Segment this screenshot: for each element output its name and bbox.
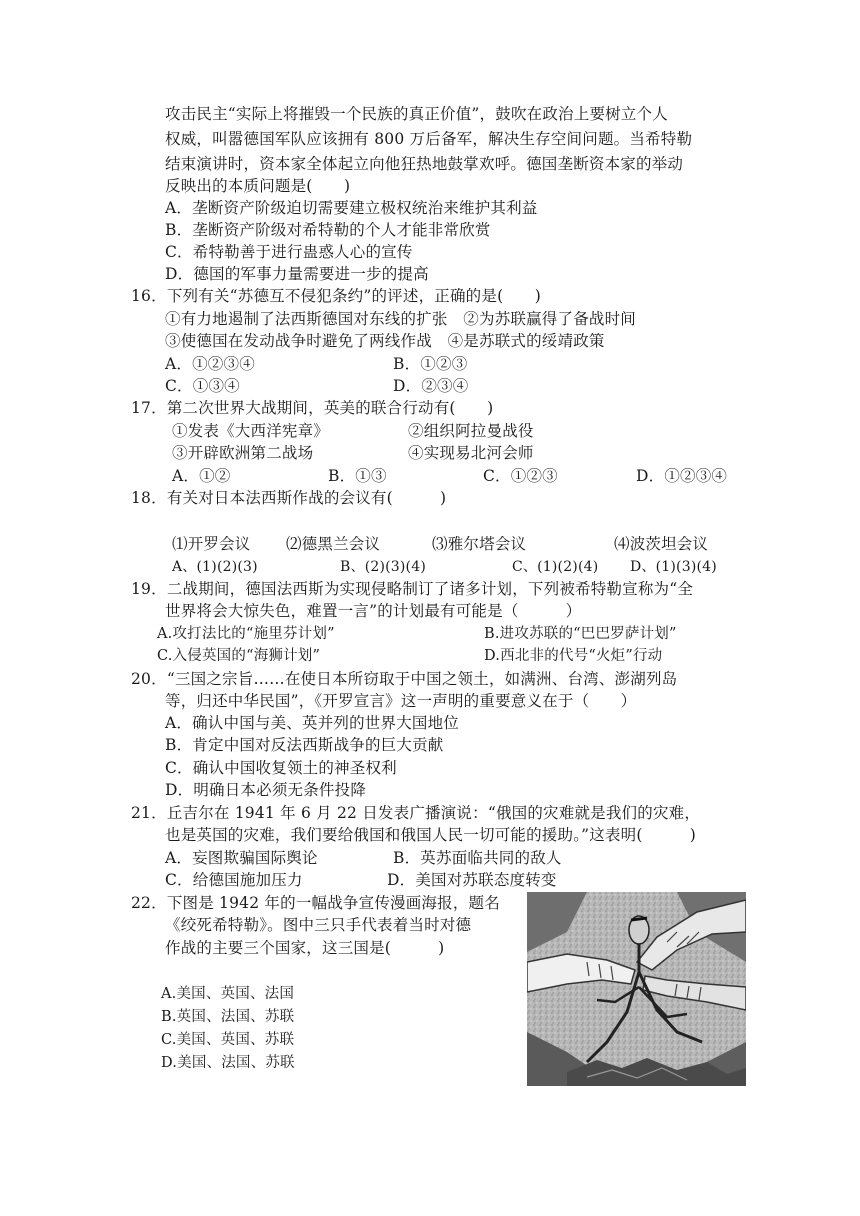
q22-option-b: B.英国、法国、苏联 [161,1009,295,1025]
q15-stem-line: 结束演讲时，资本家全体起立向他狂热地鼓掌欢呼。德国垄断资本家的举动 [165,155,684,173]
q20-option-b: B．肯定中国对反法西斯战争的巨大贡献 [165,736,444,754]
q22-option-c: C.美国、英国、苏联 [161,1032,295,1048]
q19-stem-line: 世界将会大惊失色，难置一言”的计划最有可能是（ ） [165,602,582,620]
q18-item-4: ⑷波茨坦会议 [614,535,709,553]
q18-option-c: C、(1)(2)(4) [512,559,599,575]
q16-items-line: ③使德国在发动战争时避免了两线作战 ④是苏联式的绥靖政策 [165,332,605,350]
q19-option-d: D.西北非的代号“火炬”行动 [484,648,663,664]
q19-stem-line: 19．二战期间，德国法西斯为实现侵略制订了诸多计划，下列被希特勒宣称为“全 [131,580,694,598]
q16-items-line: ①有力地遏制了法西斯德国对东线的扩张 ②为苏联赢得了备战时间 [165,310,637,328]
q20-stem-line: 20．“三国之宗旨……在使日本所窃取于中国之领土，如满洲、台湾、澎湖列岛 [131,670,678,688]
q16-stem: 16．下列有关“苏德互不侵犯条约”的评述，正确的是( ) [131,287,541,305]
q21-stem-line: 21．丘吉尔在 1941 年 6 月 22 日发表广播演说：“俄国的灾难就是我们的灾难， [131,804,701,822]
propaganda-poster-image [527,892,746,1086]
q16-option-a: A．①②③④ [165,355,255,373]
q17-stem: 17．第二次世界大战期间，英美的联合行动有( ) [131,399,494,417]
q19-option-c: C.入侵英国的“海狮计划” [157,648,321,664]
q21-option-c: C．给德国施加压力 [165,871,303,889]
q17-option-d: D．①②③④ [636,467,728,485]
q18-item-2: ⑵德黑兰会议 [286,535,381,553]
q18-stem: 18．有关对日本法西斯作战的会议有( ) [131,489,447,507]
q17-option-b: B．①③ [328,467,387,485]
q21-option-a: A．妄图欺骗国际舆论 [165,849,318,867]
q22-option-d: D.美国、法国、苏联 [161,1055,295,1071]
q15-option-a: A．垄断资产阶级迫切需要建立极权统治来维护其利益 [165,199,538,217]
q22-option-a: A.美国、英国、法国 [161,986,295,1002]
q20-option-d: D．明确日本必须无条件投降 [165,781,367,799]
q15-stem-line: 反映出的本质问题是( ) [165,177,351,195]
q15-option-d: D．德国的军事力量需要进一步的提高 [165,265,429,283]
q16-option-c: C．①③④ [165,377,240,395]
q17-option-a: A．①② [172,467,231,485]
q22-stem-line: 22．下图是 1942 年的一幅战争宣传漫画海报，题名 [131,894,500,912]
q20-option-c: C．确认中国收复领土的神圣权利 [165,759,397,777]
q21-stem-line: 也是英国的灾难，我们要给俄国和俄国人民一切可能的援助。”这表明( ) [165,826,696,844]
q20-option-a: A．确认中国与美、英并列的世界大国地位 [165,714,459,732]
q18-item-1: ⑴开罗会议 [172,535,251,553]
q17-option-c: C．①②③ [483,467,558,485]
q17-item-4: ④实现易北河会师 [408,444,534,462]
q17-item-3: ③开辟欧洲第二战场 [172,444,314,462]
q21-option-b: B．英苏面临共同的敌人 [393,849,562,867]
poster-hands-icon [527,892,746,1086]
q15-stem-line: 权威，叫嚣德国军队应该拥有 800 万后备军，解决生存空间问题。当希特勒 [165,130,693,148]
q18-item-3: ⑶雅尔塔会议 [432,535,527,553]
q19-option-a: A.攻打法比的“施里芬计划” [157,626,335,642]
q18-option-b: B、(2)(3)(4) [340,559,426,575]
q20-stem-line: 等，归还中华民国”，《开罗宣言》这一声明的重要意义在于（ ） [165,692,637,710]
q18-option-a: A、(1)(2)(3) [172,559,258,575]
q21-option-d: D．美国对苏联态度转变 [387,871,557,889]
q16-option-b: B．①②③ [393,355,468,373]
q16-option-d: D．②③④ [393,377,469,395]
q19-option-b: B.进攻苏联的“巴巴罗萨计划” [484,626,677,642]
q22-stem-line: 《绞死希特勒》。图中三只手代表着当时对德 [165,916,472,934]
q18-option-d: D、(1)(3)(4) [630,559,717,575]
q15-stem-line: 攻击民主“实际上将摧毁一个民族的真正价值”，鼓吹在政治上要树立个人 [165,105,668,123]
q22-stem-line: 作战的主要三个国家，这三国是( ) [165,939,445,957]
q15-option-b: B．垄断资产阶级对希特勒的个人才能非常欣赏 [165,221,491,239]
q15-option-c: C．希特勒善于进行蛊惑人心的宣传 [165,243,413,261]
q17-item-2: ②组织阿拉曼战役 [408,422,534,440]
q17-item-1: ①发表《大西洋宪章》 [172,422,330,440]
